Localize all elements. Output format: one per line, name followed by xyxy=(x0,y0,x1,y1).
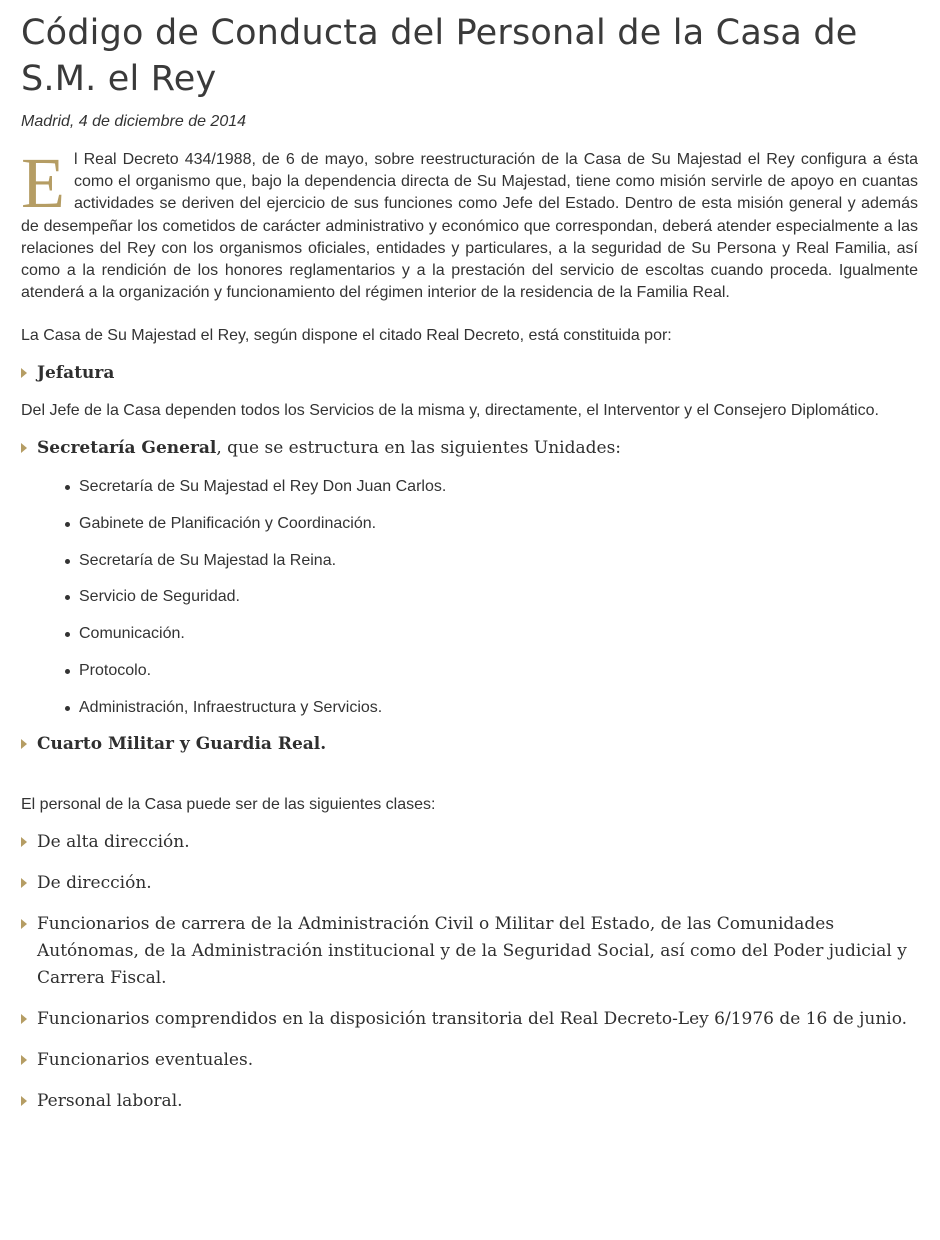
intro-text: l Real Decreto 434/1988, de 6 de mayo, sobre reestructuración de la Casa de Su Majestad el Rey configura a ésta como el organismo que, bajo la dependencia directa de Su Majestad, tiene como misión servirle de apoyo en cuantas actividades se deriven del ejercicio de sus funciones como Jefe del Estado. Dentro de esta misión general y además de desempeñar los cometidos de carácter administrativo y económico que correspondan, deberá atender especialmente a las relaciones del Rey con los organismos oficiales, entidades y particulares, a la seguridad de Su Persona y Real Familia, así como a la rendición de los honores reglamentarios y a la prestación del servicio de escoltas cuando proceda. Igualmente atenderá a la organización y funcionamiento del régimen interior de la residencia de la Familia Real. xyxy=(21,151,918,302)
triangle-bullet-icon xyxy=(21,443,27,453)
drop-cap: E xyxy=(21,143,65,223)
triangle-bullet-icon xyxy=(21,837,27,847)
list-item: Protocolo. xyxy=(79,660,918,682)
list-item: Servicio de Seguridad. xyxy=(79,586,918,608)
list-item: Gabinete de Planificación y Coordinación. xyxy=(79,513,918,535)
bullet-clase xyxy=(21,870,918,897)
clase-text: De dirección. xyxy=(37,873,152,894)
bullet-clase xyxy=(21,1088,918,1115)
triangle-bullet-icon xyxy=(21,1096,27,1106)
list-item: Secretaría de Su Majestad el Rey Don Juan Carlos. xyxy=(79,476,918,498)
clase-text: Funcionarios comprendidos en la disposición transitoria del Real Decreto-Ley 6/1976 de 16 de junio. xyxy=(37,1009,908,1030)
bullet-clase xyxy=(21,829,918,856)
jefatura-paragraph: Del Jefe de la Casa dependen todos los Servicios de la misma y, directamente, el Interventor y el Consejero Diplomático. xyxy=(21,402,879,420)
clase-text: Funcionarios eventuales. xyxy=(37,1050,254,1071)
bullet-cuarto-militar xyxy=(21,731,918,758)
secretaria-suffix: , que se estructura en las siguientes Unidades: xyxy=(216,438,622,459)
triangle-bullet-icon xyxy=(21,1055,27,1065)
page-title: Código de Conducta del Personal de la Casa de S.M. el Rey xyxy=(21,13,858,99)
triangle-bullet-icon xyxy=(21,1014,27,1024)
bullet-secretaria xyxy=(21,435,918,462)
intro-paragraph xyxy=(21,143,918,304)
list-item: Secretaría de Su Majestad la Reina. xyxy=(79,550,918,572)
bullet-clase xyxy=(21,911,918,992)
clases-intro-paragraph: El personal de la Casa puede ser de las siguientes clases: xyxy=(21,796,436,814)
constitution-paragraph: La Casa de Su Majestad el Rey, según dispone el citado Real Decreto, está constituida por: xyxy=(21,327,672,345)
list-item: Administración, Infraestructura y Servicios. xyxy=(79,697,918,719)
bullet-clase xyxy=(21,1047,918,1074)
jefatura-heading: Jefatura xyxy=(37,363,115,384)
units-list xyxy=(21,476,918,718)
triangle-bullet-icon xyxy=(21,878,27,888)
clase-text: De alta dirección. xyxy=(37,832,190,853)
bullet-jefatura xyxy=(21,360,918,387)
triangle-bullet-icon xyxy=(21,919,27,929)
triangle-bullet-icon xyxy=(21,739,27,749)
clase-text: Personal laboral. xyxy=(37,1091,183,1112)
bullet-clase xyxy=(21,1006,918,1033)
secretaria-heading: Secretaría General xyxy=(37,438,217,459)
document xyxy=(0,10,940,1115)
list-item: Comunicación. xyxy=(79,623,918,645)
document-date: Madrid, 4 de diciembre de 2014 xyxy=(21,113,247,130)
cuarto-militar-heading: Cuarto Militar y Guardia Real. xyxy=(37,734,327,755)
triangle-bullet-icon xyxy=(21,368,27,378)
clase-text: Funcionarios de carrera de la Administración Civil o Militar del Estado, de las Comunidades Autónomas, de la Administración institucional y de la Seguridad Social, así como del Poder judicial y Carrera Fiscal. xyxy=(37,914,907,989)
